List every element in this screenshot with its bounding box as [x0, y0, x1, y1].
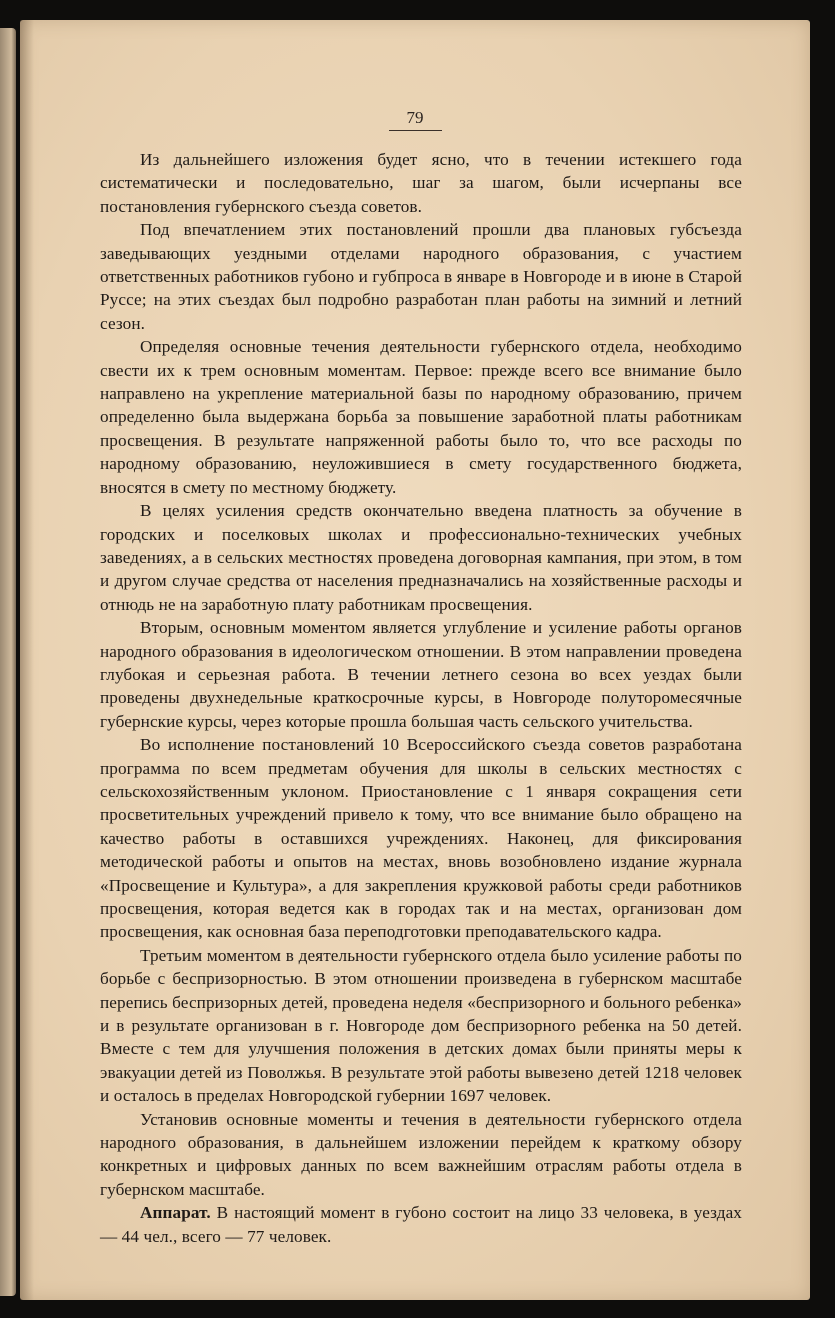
paragraph-apparatus [100, 1201, 742, 1248]
paragraph-3: Определяя основные течения деятельности губернского отдела, необходимо свести их к трем основным моментам. Первое: прежде всего все внимание было направлено на укрепление материальной базы по народному образованию, причем определенно была выдержана борьба за повышение заработной платы работникам просвещения. В результате напряженной работы было то, что все расходы по народному образованию, неуложившиеся в смету государственного бюджета, вносятся в смету по местному бюджету. [100, 337, 742, 497]
spine-shadow [20, 20, 34, 1300]
book-page [20, 20, 810, 1300]
body-text [100, 148, 742, 1248]
page-number-text: 79 [389, 108, 442, 131]
section-heading-apparatus: Аппарат. [140, 1203, 211, 1223]
paragraph-2: Под впечатлением этих постановлений прошли два плановых губсъезда заведывающих уездными отделами народного образования, с участием ответственных работников губоно и губпроса в январе в Новгороде и в июне в Старой Руссе; на этих съездах был подробно разработан план работы на зимний и летний сезон. [100, 220, 742, 333]
apparatus-text: В настоящий момент в губоно состоит на лицо 33 человека, в уездах — 44 чел., всего — 77 человек. [100, 1203, 742, 1246]
paragraph-5: Вторым, основным моментом является углубление и усиление работы органов народного образования в идеологическом отношении. В этом направлении проведена глубокая и серьезная работа. В течении летнего сезона во всех уездах были проведены двухнедельные краткосрочные курсы, в Новгороде полуторомесячные губернские курсы, через которые прошла большая часть сельского учительства. [100, 618, 742, 731]
page-number [20, 108, 810, 128]
paragraph-8: Установив основные моменты и течения в деятельности губернского отдела народного образования, в дальнейшем изложении перейдем к краткому обзору конкретных и цифровых данных по всем важнейшим отраслям работы отдела в губернском масштабе. [100, 1109, 742, 1199]
previous-page-edge [0, 28, 16, 1296]
paragraph-4: В целях усиления средств окончательно введена платность за обучение в городских и поселковых школах и профессионально-технических учебных заведениях, а в сельских местностях проведена договорная кампания, при этом, в том и другом случае средства от населения предназначались на хозяйственные расходы и отнюдь не на заработную плату работникам просвещения. [100, 501, 742, 614]
paragraph-7: Третьим моментом в деятельности губернского отдела было усиление работы по борьбе с беспризорностью. В этом отношении произведена в губернском масштабе перепись беспризорных детей, проведена неделя «беспризорного и больного ребенка» и в результате организован в г. Новгороде дом беспризорного ребенка на 50 детей. Вместе с тем для улучшения положения в детских домах были приняты меры к эвакуации детей из Поволжья. В результате этой работы вывезено детей 1218 человек и осталось в пределах Новгородской губернии 1697 человек. [100, 945, 742, 1106]
paragraph-6: Во исполнение постановлений 10 Всероссийского съезда советов разработана программа по всем предметам обучения для школы в сельских местностях с сельскохозяйственным уклоном. Приостановление с 1 января сокращения сети просветительных учреждений привело к тому, что все внимание было обращено на качество работы в оставшихся учреждениях. Наконец, для фиксирования методической работы и опытов на местах, вновь возобновлено издание журнала «Просвещение и Культура», а для закрепления кружковой работы среди работников просвещения, которая ведется как в городах так и на местах, организован дом просвещения, как основная база переподготовки преподавательского кадра. [100, 735, 742, 942]
paragraph-1: Из дальнейшего изложения будет ясно, что в течении истекшего года систематически и последовательно, шаг за шагом, были исчерпаны все постановления губернского съезда советов. [100, 150, 742, 216]
